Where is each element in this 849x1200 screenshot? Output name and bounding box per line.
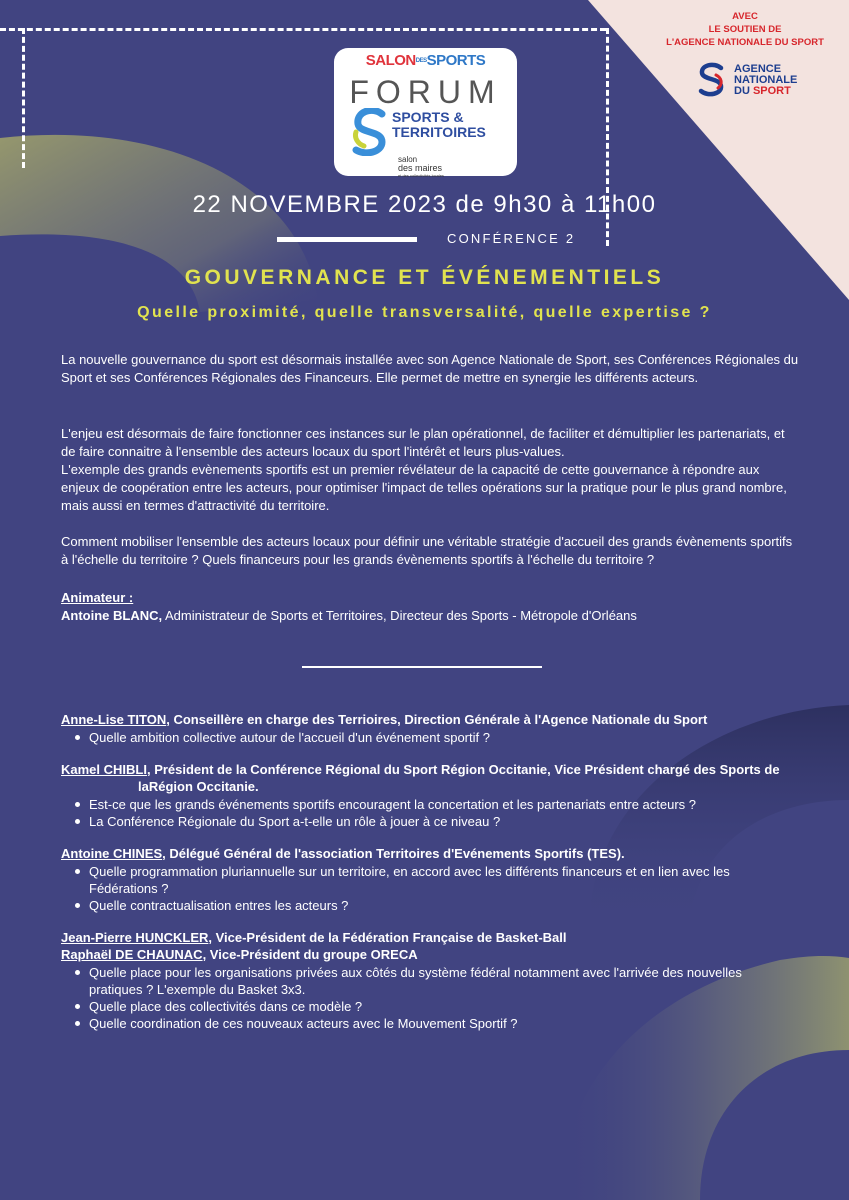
animateur-name: Antoine BLANC, — [61, 608, 163, 623]
support-line-3: L'AGENCE NATIONALE DU SPORT — [666, 37, 824, 48]
sports-word: SPORTS — [426, 52, 486, 69]
speaker-block — [61, 761, 821, 830]
question-item: Est-ce que les grands événements sportifs encouragent la concertation et les partenariats entre acteurs ? — [89, 796, 821, 813]
question-item: Quelle ambition collective autour de l'accueil d'un événement sportif ? — [89, 729, 821, 746]
question-item: Quelle place des collectivités dans ce modèle ? — [89, 998, 821, 1015]
dashed-line-top — [0, 28, 606, 31]
intro-paragraph: La nouvelle gouvernance du sport est désormais installée avec son Agence Nationale de Sport, ses Conférences Régionales du Sport et ses Conférences Régionales des Financeurs. Elle permet de mettre en synergie les différents acteurs. — [61, 352, 799, 385]
speaker-role: , Délégué Général de l'association Territoires d'Evénements Sportifs (TES). — [162, 846, 625, 861]
st-line-2: TERRITOIRES — [392, 124, 486, 140]
speaker-block — [61, 929, 821, 1032]
question-item: Quelle place pour les organisations privées aux côtés du système fédéral notamment avec l'arrivée des nouvelles pratiques ? L'exemple du Basket 3x3. — [89, 964, 821, 998]
agence-line-3b: SPORT — [752, 84, 791, 97]
speaker-role: , Vice-Président de la Fédération Française de Basket-Ball — [208, 930, 567, 945]
salon-des-sports-logo — [334, 52, 517, 69]
forum-word: FORUM — [349, 74, 502, 110]
maires-line-3: et des collectivités locales — [398, 173, 445, 178]
maires-line-2: des maires — [398, 163, 443, 173]
conference-number: CONFÉRENCE 2 — [447, 231, 576, 246]
speaker-name: Anne-Lise TITON — [61, 712, 167, 727]
agence-nationale-logo — [696, 62, 797, 98]
question-item: Quelle programmation pluriannuelle sur un territoire, en accord avec les différents financeurs et en lien avec les Fédérations ? — [89, 863, 821, 897]
question-item: Quelle coordination de ces nouveaux acteurs avec le Mouvement Sportif ? — [89, 1015, 821, 1032]
speaker-name: Jean-Pierre HUNCKLER — [61, 930, 209, 945]
enjeu-paragraph-b: L'exemple des grands evènements sportifs est un premier révélateur de la capacité de cette gouvernance à répondre aux enjeux de coopération entre les acteurs, pour optimiser l'impact de telles opérations sur la pratique pour le plus grand nombre, mais aussi en termes d'attractivité du territoire. — [61, 462, 787, 513]
maires-line-1: salon — [398, 155, 418, 164]
speaker-role: , Vice-Président du groupe ORECA — [202, 947, 418, 962]
forum-logo — [334, 48, 517, 176]
support-line-1: AVEC — [732, 11, 758, 22]
sports-territoires-s-icon — [352, 108, 388, 156]
speaker-block — [61, 711, 821, 746]
speaker-role: , Président de la Conférence Régional du Sport Région Occitanie, Vice Président chargé des Sports de — [146, 762, 780, 777]
agence-line-1: AGENCE — [734, 62, 782, 75]
enjeu-paragraph-a: L'enjeu est désormais de faire fonctionner ces instances sur le plan opérationnel, de faciliter et démultiplier les partenariats, et de faire connaitre à l'ensemble des acteurs locaux du sport l'intérêt et leurs plus-values. — [61, 426, 785, 459]
animateur-block — [61, 589, 801, 625]
question-item: La Conférence Régionale du Sport a-t-elle un rôle à jouer à ce niveau ? — [89, 813, 821, 830]
des-word: DES — [415, 58, 427, 65]
salon-word: SALON — [365, 52, 416, 69]
sports-territoires-text — [392, 110, 486, 140]
speaker-name: Raphaël DE CHAUNAC — [61, 947, 203, 962]
speaker-role-continued: laRégion Occitanie. — [138, 779, 259, 794]
support-notice — [650, 10, 840, 49]
agence-line-2: NATIONALE — [734, 73, 798, 86]
agence-line-3a: DU — [734, 84, 753, 97]
enjeu-paragraph — [61, 425, 801, 515]
question-paragraph: Comment mobiliser l'ensemble des acteurs locaux pour définir une véritable stratégie d'accueil des grands évènements sportifs à l'échelle du territoire ? Quels financeurs pour les grands évènements sportifs à l'échelle du territoire ? — [61, 534, 793, 567]
dashed-line-left — [22, 28, 25, 168]
salon-des-maires-logo — [398, 156, 444, 180]
support-line-2: LE SOUTIEN DE — [708, 24, 782, 35]
speakers-list — [61, 711, 821, 1047]
speaker-name: Kamel CHIBLI — [61, 762, 147, 777]
ans-s-icon — [696, 62, 728, 98]
event-date: 22 NOVEMBRE 2023 de 9h30 à 11h00 — [192, 191, 657, 218]
divider-bar-middle — [302, 666, 542, 668]
conference-subtitle: Quelle proximité, quelle transversalité, quelle expertise ? — [137, 304, 712, 321]
speaker-role: , Conseillère en charge des Terrioires, Direction Générale à l'Agence Nationale du Sport — [166, 712, 708, 727]
conference-title: GOUVERNANCE ET ÉVÉNEMENTIELS — [184, 266, 665, 289]
animateur-role: Administrateur de Sports et Territoires, Directeur des Sports - Métropole d'Orléans — [162, 608, 637, 623]
divider-bar-top — [277, 237, 417, 242]
speaker-block — [61, 845, 821, 914]
question-item: Quelle contractualisation entres les acteurs ? — [89, 897, 821, 914]
st-line-1: SPORTS & — [392, 109, 464, 125]
animateur-label: Animateur : — [61, 590, 134, 605]
speaker-name: Antoine CHINES — [61, 846, 163, 861]
